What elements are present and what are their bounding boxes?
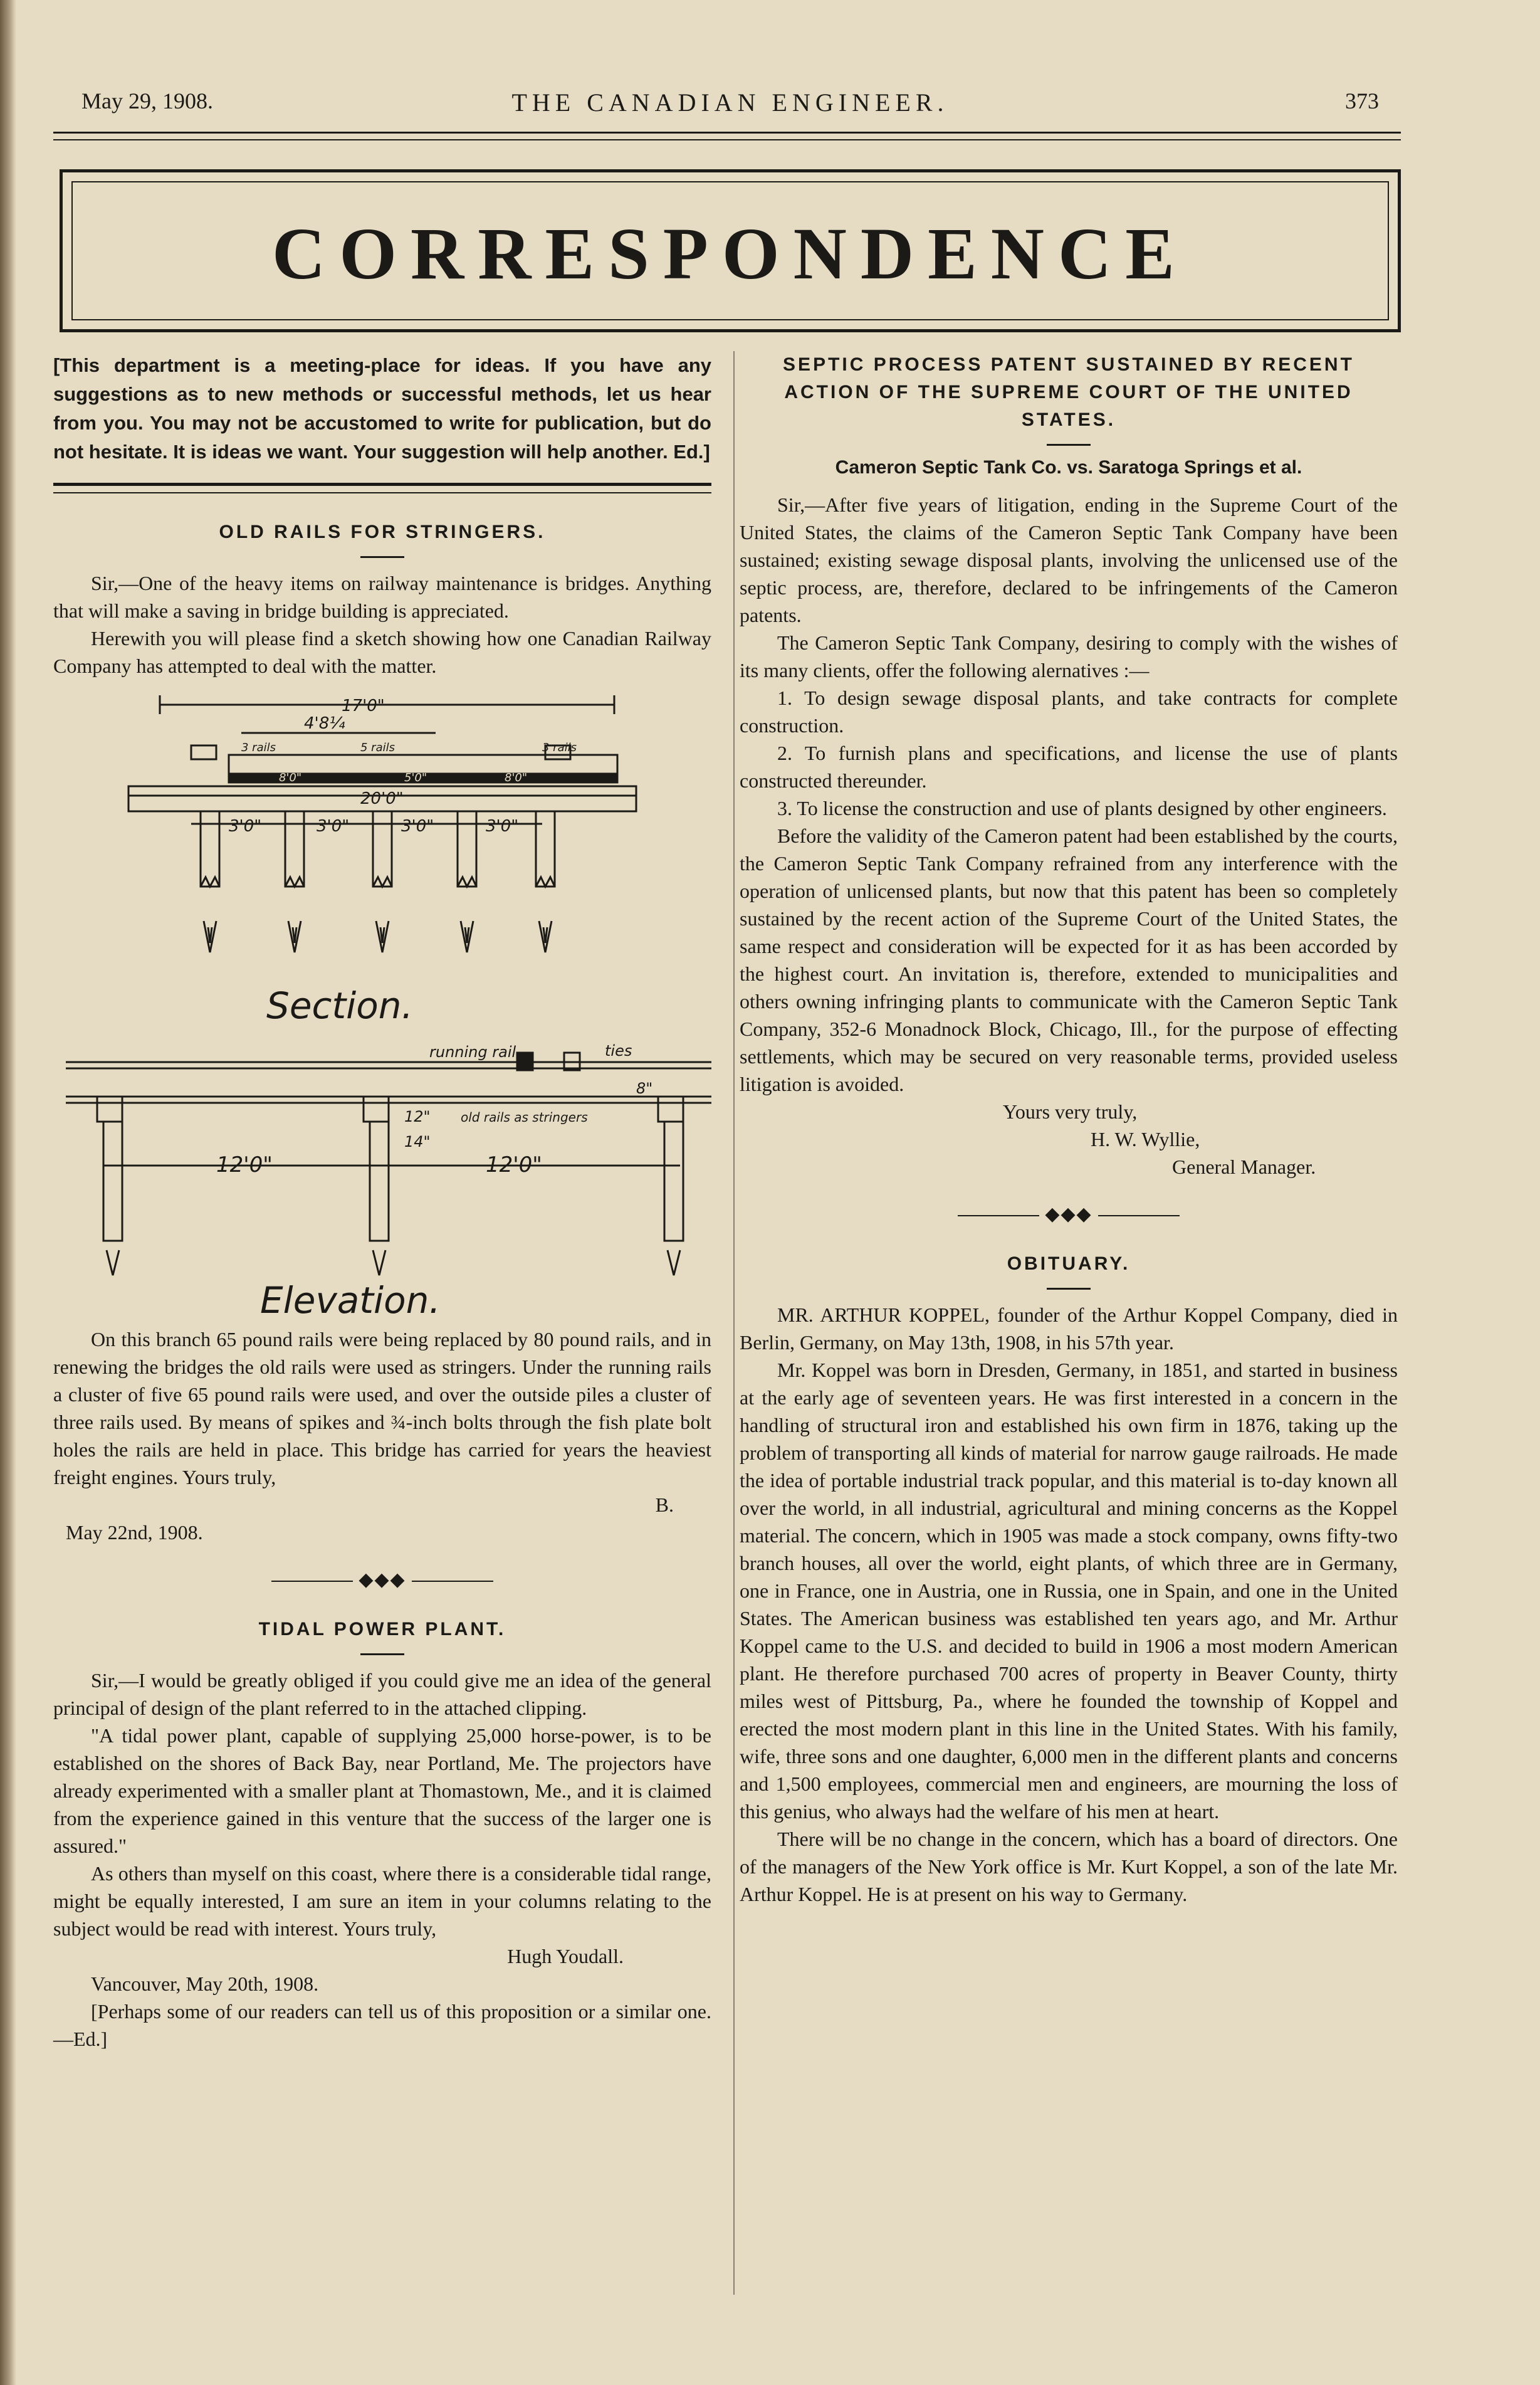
section-dash [1047,1288,1091,1290]
septic-alternative-3: 3. To license the construction and use of plants designed by other engineers. [777,797,1387,819]
section-label-rails-left: 3 rails [241,741,276,754]
tidal-signature: Hugh Youdall. [507,1945,624,1967]
section-dim-gap-3: 8'0" [505,771,528,784]
old-rails-date: May 22nd, 1908. [66,1521,203,1544]
obituary-para-2: Mr. Koppel was born in Dresden, Germany, in 1851, and started in business at the early age of seventeen years. He was first interested in a concern in the handling of structural iron and established his own firm in 1876, taking up the problem of transporting all kinds of material for narrow gauge railroads. He made the idea of portable industrial track popular, and this material is to-day known all over the world, in all industrial, agricultural and mining concerns as the Koppel material. The concern, which in 1905 was made a stock company, owns fifty-two branch houses, all over the world, eight plants, of which three are in Germany, one in France, one in Austria, one in Russia, one in Spain, and one in the United States. The American business was established ten years ago, and Mr. Arthur Koppel came to the U.S. and decided to build in 1906 a most modern American plant. He therefore purchased 700 acres of property in Beaver County, thirty miles west of Pittsburg, Pa., where he founded the township of Koppel and erected the most modern plant in this line in the United States. With his family, wife, three sons and one daughter, 6,000 men in the different plants and concerns and 1,500 employees, commercial men and engineers, are mourning the loss of this genius, who always had the welfare of his men at heart. [740,1359,1398,1823]
tidal-para-1: Sir,—I would be greatly obliged if you could give me an idea of the general principal of design of the plant referred to in the attached clipping. [53,1669,711,1719]
journal-title: THE CANADIAN ENGINEER. [511,88,949,117]
section-label-rails-right: 3 rails [542,741,577,754]
section-dim-pile-3: 3'0" [401,817,434,836]
septic-subheading: Cameron Septic Tank Co. vs. Saratoga Springs et al. [835,457,1302,478]
tidal-clipping: "A tidal power plant, capable of supplying 25,000 horse-power, is to be established on the shores of Back Bay, near Portland, Me. The projectors have already experimented with a smaller plant at Thomastown, Me., and it is claimed from the experience gained in this venture that the success of the larger one is assured." [53,1724,711,1857]
intro-rule-thick [53,483,711,486]
section-dash [360,1653,404,1655]
elevation-label-running-rail: running rail [429,1043,516,1061]
section-dim-pile-4: 3'0" [486,817,519,836]
section-dash [360,556,404,558]
bridge-elevation-diagram [53,1043,711,1319]
old-rails-para-3: On this branch 65 pound rails were being replaced by 80 pound rails, and in renewing the bridges the old rails were used as stringers. Under the running rails a cluster of five 65 pound rails were used, and over the outside piles a cluster of three rails used. By means of spikes and ¾-inch bolts through the fish plate bolt holes the rails are held in place. This bridge has carried for years the heaviest freight engines. Yours truly, [53,1328,711,1488]
header-rule-top [53,132,1401,134]
section-dim-gap-1: 8'0" [279,771,302,784]
section-ornament: ◆◆◆ [53,1569,711,1591]
header-rule-bottom [53,139,1401,140]
section-ornament: ◆◆◆ [740,1203,1398,1225]
tidal-place-date: Vancouver, May 20th, 1908. [91,1972,319,1995]
old-rails-heading: OLD RAILS FOR STRINGERS. [219,522,546,542]
page-binding-shadow [0,0,16,2385]
septic-para-3: Before the validity of the Cameron patent had been established by the courts, the Cameron Septic Tank Company refrained from any interference with the operation of unlicensed plants, but now that this patent has been so completely sustained by the recent action of the Supreme Court of the United States, the same respect and consideration will be expected for it as has been accorded by the highest court. An invitation is, therefore, extended to municipalities and others owning infringing plants to communicate with the Cameron Septic Tank Company, 352-6 Monadnock Block, Chicago, Ill., for the purpose of effecting settlements, which may be secured on very reasonable terms, provided useless litigation is avoided. [740,824,1398,1095]
obituary-para-3: There will be no change in the concern, which has a board of directors. One of the managers of the New York office is Mr. Kurt Koppel, a son of the late Mr. Arthur Koppel. He is at present on his way to Germany. [740,1828,1398,1905]
section-title: Section. [266,984,413,1027]
septic-alternative-2: 2. To furnish plans and specifications, and license the use of plants constructed thereunder. [740,742,1398,792]
septic-alternative-1: 1. To design sewage disposal plants, and take contracts for complete construction. [740,687,1398,737]
elevation-title: Elevation. [260,1279,441,1319]
elevation-dim-12in: 12" [404,1108,431,1125]
tidal-heading: TIDAL POWER PLANT. [258,1619,506,1640]
section-dim-pile-2: 3'0" [317,817,350,836]
correspondence-banner [60,169,1401,332]
elevation-dim-span-2: 12'0" [486,1152,542,1177]
obituary-heading: OBITUARY. [1007,1253,1131,1274]
section-dim-gauge: 4'8¼ [304,714,345,733]
old-rails-para-1: Sir,—One of the heavy items on railway maintenance is bridges. Anything that will make a saving in bridge building is appreciated. [53,572,711,622]
tidal-para-3: As others than myself on this coast, where there is a considerable tidal range, might be equally interested, I am sure an item in your columns relating to the subject would be read with interest. Yours truly, [53,1862,711,1940]
department-intro: [This department is a meeting-place for ideas. If you have any suggestions as to new methods or successful methods, let us hear from you. You may not be accustomed to write for publication, but do not hesitate. It is ideas we want. Your suggestion will help another. Ed.] [53,354,711,463]
elevation-label-old-rails: old rails as stringers [461,1110,588,1125]
page-number: 373 [1345,88,1379,113]
left-column [53,351,711,2053]
section-dim-total: 17'0" [342,697,385,715]
section-label-rails-mid: 5 rails [360,741,395,754]
old-rails-signature: B. [655,1493,674,1516]
elevation-dim-8in: 8" [636,1080,653,1097]
issue-date: May 29, 1908. [81,88,213,113]
septic-heading: SEPTIC PROCESS PATENT SUSTAINED BY RECENT ACTION OF THE SUPREME COURT OF THE UNITED STATES. [783,354,1354,430]
intro-rule-thin [53,492,711,493]
running-head [81,88,1379,125]
old-rails-para-2: Herewith you will please find a sketch showing how one Canadian Railway Company has attempted to deal with the matter. [53,627,711,677]
septic-closing: Yours very truly, [1003,1100,1138,1123]
septic-para-2: The Cameron Septic Tank Company, desiring to comply with the wishes of its many clients, offer the following alernatives :— [740,631,1398,682]
section-dash [1047,444,1091,446]
banner-title: CORRESPONDENCE [272,213,1188,295]
section-dim-cap: 20'0" [360,789,404,808]
bridge-section-diagram [53,686,711,1037]
elevation-dim-span-1: 12'0" [216,1152,273,1177]
septic-para-1: Sir,—After five years of litigation, ending in the Supreme Court of the United States, the claims of the Cameron Septic Tank Company have been sustained; existing sewage disposal plants, involving the unlicensed use of the septic process, are, therefore, declared to be infringements of the Cameron patents. [740,493,1398,626]
septic-signer: H. W. Wyllie, [1091,1128,1200,1150]
obituary-para-1: MR. ARTHUR KOPPEL, founder of the Arthur Koppel Company, died in Berlin, Germany, on May 13th, 1908, in his 57th year. [740,1303,1398,1354]
right-column [733,351,1398,1908]
elevation-label-ties: ties [605,1043,632,1060]
section-dim-pile-1: 3'0" [229,817,262,836]
section-dim-gap-2: 5'0" [404,771,427,784]
septic-signer-title: General Manager. [1172,1156,1316,1178]
tidal-editor-note: [Perhaps some of our readers can tell us of this proposition or a similar one.—Ed.] [53,2000,711,2050]
elevation-dim-14in: 14" [404,1133,431,1150]
